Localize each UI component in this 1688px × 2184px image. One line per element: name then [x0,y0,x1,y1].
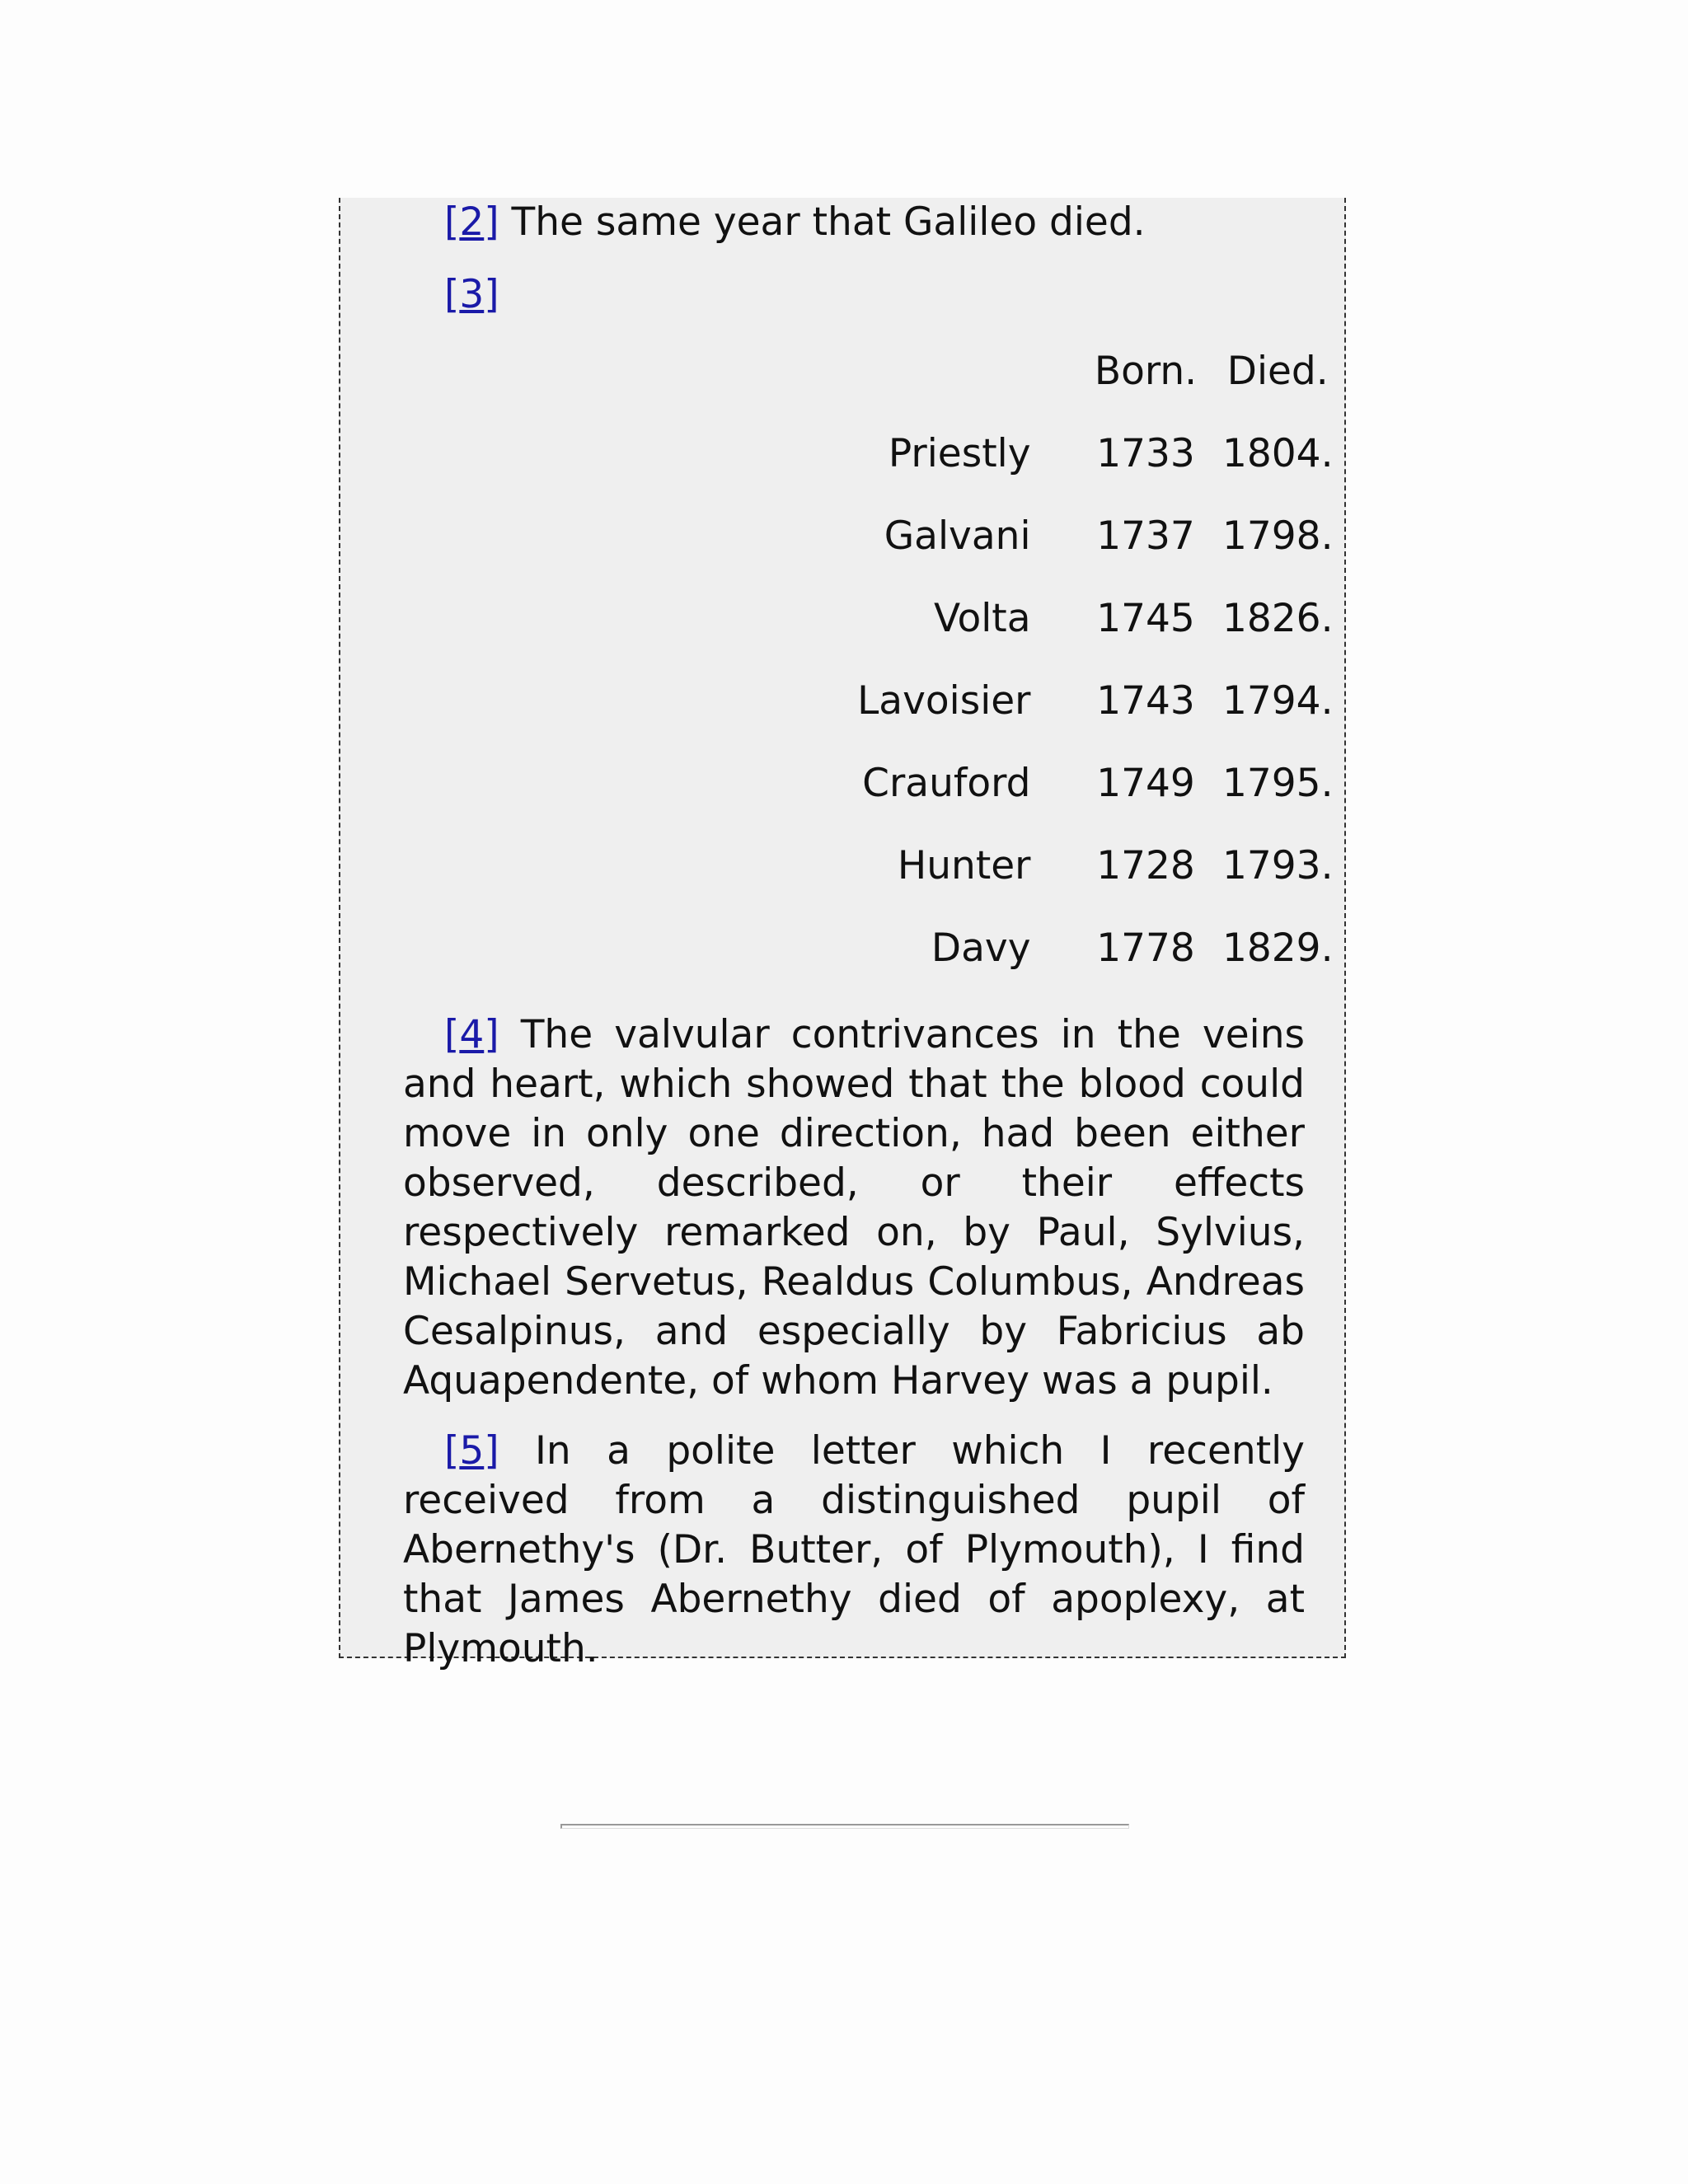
footnote-link-5[interactable]: [5] [444,1428,499,1474]
footnote-5 [403,1427,1305,1674]
table-row [601,824,1344,907]
table-cell-died: 1798. [1221,513,1334,559]
table-cell-name: Hunter [897,842,1031,888]
table-cell-name: Priestly [888,430,1031,476]
footnote-text: The valvular contrivances in the veins and heart, which showed that the blood could move in only one direction, had been either observed, described, or their effects respectively remarked on, by Paul, Sylvius, Michael Servetus, Realdus Columbus, Andreas Cesalpinus, and especially by Fabricius ab Aquapendente, of whom Harvey was a pupil. [403,1012,1305,1404]
footnote-link-4[interactable]: [4] [444,1012,499,1057]
footnote-text: In a polite letter which I recently received from a distinguished pupil of Abernethy's (Dr. Butter, of Plymouth), I find that James Abernethy died of apoplexy, at Plymouth. [403,1428,1305,1671]
table-cell-name: Davy [931,925,1031,971]
footnote-text: The same year that Galileo died. [511,199,1146,245]
table-cell-died: 1826. [1221,595,1334,641]
table-cell-born: 1745 [1096,595,1195,641]
footnote-4 [403,1010,1305,1406]
table-header-died: Died. [1226,348,1329,394]
footnote-2 [403,198,1305,247]
table-cell-died: 1829. [1221,925,1334,971]
footnote-link-2[interactable]: [2] [444,199,499,245]
table-cell-name: Galvani [884,513,1031,559]
table-cell-born: 1743 [1096,677,1195,724]
table-cell-born: 1778 [1096,925,1195,971]
table-row [601,659,1344,742]
footnote-link-3[interactable]: [3] [444,272,499,317]
horizontal-rule [560,1824,1129,1829]
table-cell-name: Crauford [862,760,1031,806]
table-cell-born: 1737 [1096,513,1195,559]
table-cell-name: Volta [933,595,1031,641]
table-cell-died: 1804. [1221,430,1334,476]
table-cell-name: Lavoisier [857,677,1031,724]
table-row [601,577,1344,659]
footnote-3 [403,270,1305,320]
table-cell-died: 1795. [1221,760,1334,806]
table-cell-born: 1728 [1096,842,1195,888]
table-row [601,494,1344,577]
table-row [601,742,1344,824]
table-row [601,907,1344,989]
table-cell-died: 1794. [1221,677,1334,724]
table-header-born: Born. [1094,348,1198,394]
table-cell-born: 1749 [1096,760,1195,806]
table-row [601,412,1344,494]
table-cell-died: 1793. [1221,842,1334,888]
table-cell-born: 1733 [1096,430,1195,476]
birth-death-table [601,330,1344,989]
table-header-name [601,330,1081,412]
table-header-row [601,330,1344,412]
footnotes-box [339,198,1346,1671]
